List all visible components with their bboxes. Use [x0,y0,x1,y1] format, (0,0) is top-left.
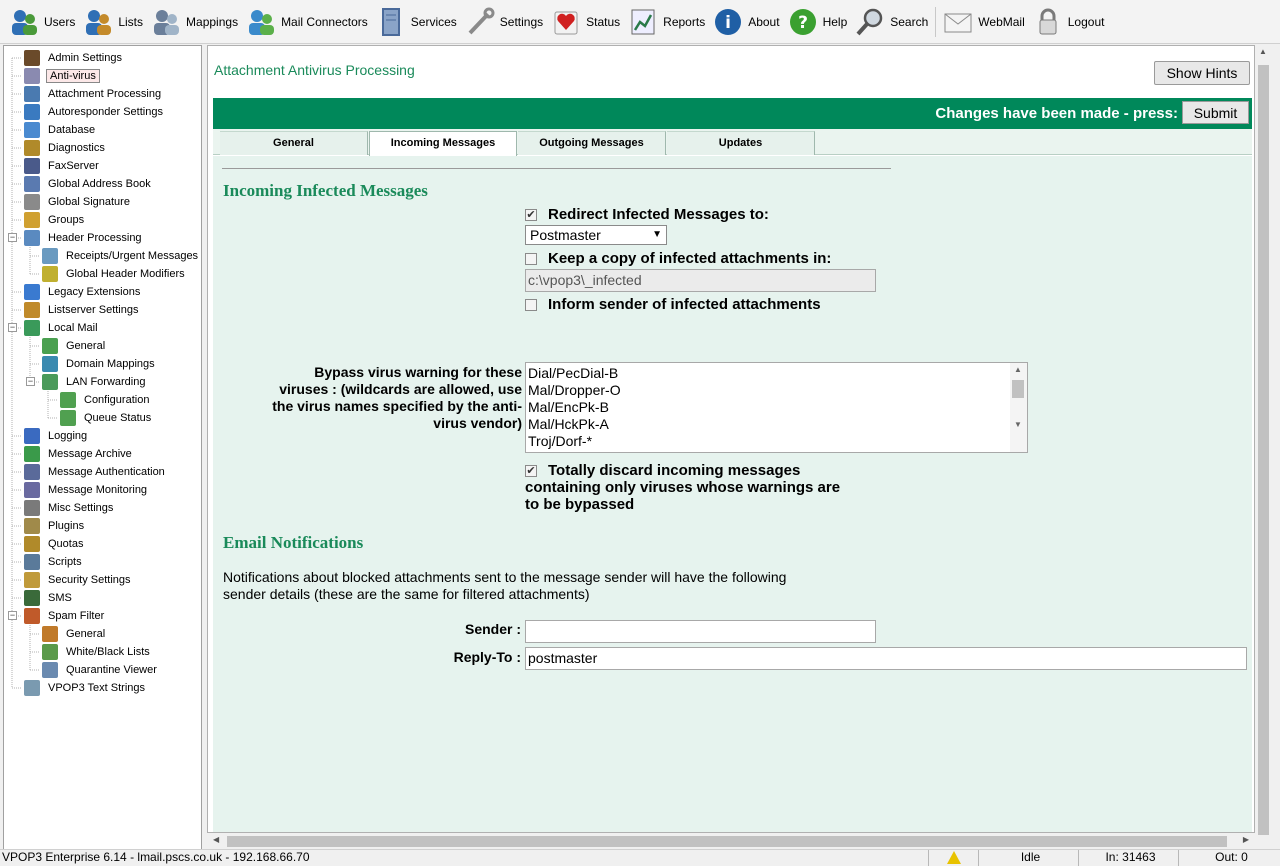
tree-item-label: Receipts/Urgent Messages [66,250,199,262]
toolbar-button-label: Users [44,14,76,29]
tree-item-label: Local Mail [48,322,98,334]
receipts-urgent-messages-icon [42,248,58,264]
discard-label-line: Totally discard incoming messages [548,462,801,479]
tree-item-groups[interactable] [24,211,86,229]
virus-list-item[interactable]: Troj/Dorf-* [528,433,593,449]
bypass-label [223,364,522,432]
toolbar-button-label: Mail Connectors [281,14,368,29]
tree-item-spam-filter[interactable] [24,607,106,625]
tree-item-plugins[interactable] [24,517,86,535]
list-scrollbar[interactable] [1010,363,1027,452]
tab-general[interactable]: General [220,131,368,155]
toolbar-webmail-button[interactable] [942,2,1024,42]
quotas-icon [24,536,40,552]
virus-list-item[interactable]: Mal/Dropper-O [528,382,621,398]
inform-row [525,296,821,313]
message-archive-icon [24,446,40,462]
tree-item-vpop3-text-strings[interactable] [24,679,147,697]
list-scroll-thumb[interactable] [1012,380,1024,398]
message-monitoring-icon [24,482,40,498]
tree-item-label: Configuration [84,394,150,406]
reports-icon [627,6,659,38]
tree-item-receipts-urgent-messages[interactable] [42,247,200,265]
tree-item-general[interactable] [42,625,107,643]
tab-incoming-messages[interactable]: Incoming Messages [369,131,517,156]
collapse-toggle-icon[interactable]: − [27,376,34,386]
global-header-modifiers-icon [42,266,58,282]
bypass-label-line: viruses : (wildcards are allowed, use [279,381,522,397]
toolbar-reports-button[interactable] [627,2,705,42]
toolbar-button-label: Logout [1067,14,1105,29]
toolbar-help-button[interactable] [787,2,848,42]
incoming-heading: Incoming Infected Messages [223,181,428,200]
anti-virus-icon [24,68,40,84]
toolbar-button-label: Status [586,14,621,29]
tree-item-label: Groups [48,214,85,226]
quarantine-viewer-icon [42,662,58,678]
logout-icon [1032,6,1064,38]
lists-icon [82,6,114,38]
status-bar [0,849,1280,865]
scroll-left-icon[interactable]: ◀ [213,835,220,844]
toolbar-status-button[interactable] [550,2,620,42]
horizontal-scroll-thumb[interactable] [227,836,1227,847]
toolbar-button-label: Mappings [186,14,239,29]
tree-item-label: Header Processing [48,232,142,244]
redirect-checkbox[interactable]: ✔ [526,208,536,221]
message-authentication-icon [24,464,40,480]
page-title: Attachment Antivirus Processing [214,62,415,78]
tree-item-header-processing[interactable] [24,229,144,247]
tab-updates[interactable]: Updates [667,131,815,155]
search-icon [854,6,886,38]
misc-settings-icon [24,500,40,516]
domain-mappings-icon [42,356,58,372]
main-vertical-scrollbar[interactable] [1255,45,1272,833]
tree-item-misc-settings[interactable] [24,499,115,517]
tree-item-label: Queue Status [84,412,152,424]
toolbar-button-label: Help [822,14,848,29]
keep-copy-label: Keep a copy of infected attachments in: [548,250,832,267]
global-signature-icon [24,194,40,210]
inform-label: Inform sender of infected attachments [548,296,821,313]
scroll-up-icon[interactable]: ▲ [1259,47,1267,56]
tree-item-label: Legacy Extensions [48,286,141,298]
tree-item-label: Global Address Book [48,178,151,190]
mappings-icon [150,6,182,38]
toolbar-logout-button[interactable] [1032,2,1105,42]
tree-item-label: Spam Filter [48,610,105,622]
tree-item-message-archive[interactable] [24,445,134,463]
tree-item-autoresponder-settings[interactable] [24,103,165,121]
tree-item-label: Domain Mappings [66,358,155,370]
discard-checkbox[interactable]: ✔ [526,465,536,477]
toolbar-mappings-button[interactable] [150,2,238,42]
toolbar-search-button[interactable] [854,2,928,42]
toolbar-mail-connectors-button[interactable] [245,2,368,42]
diagnostics-icon [24,140,40,156]
tree-item-global-address-book[interactable] [24,175,153,193]
toolbar-button-label: Reports [663,14,706,29]
virus-list-item[interactable]: Mal/HckPk-A [528,416,609,432]
tree-item-label: General [66,628,106,640]
tree-item-general[interactable] [42,337,107,355]
tree-item-label: Diagnostics [48,142,105,154]
submit-button[interactable]: Submit [1182,101,1249,124]
divider [222,168,891,169]
virus-list-item[interactable]: Mal/EncPk-B [528,399,609,415]
tree-item-label: VPOP3 Text Strings [48,682,146,694]
tab-outgoing-messages[interactable]: Outgoing Messages [518,131,666,155]
global-address-book-icon [24,176,40,192]
general-icon [42,338,58,354]
tree-item-configuration[interactable] [60,391,151,409]
discard-label-line: to be bypassed [525,496,635,513]
tree-item-scripts[interactable] [24,553,84,571]
tree-item-label: Message Archive [48,448,132,460]
discard-label-continued [525,479,840,513]
help-icon [787,6,819,38]
tree-item-label: Plugins [48,520,85,532]
mail-connectors-icon [245,6,277,38]
vertical-scroll-thumb[interactable] [1258,65,1269,835]
reply-to-label: Reply-To : [453,649,521,665]
tree-item-listserver-settings[interactable] [24,301,140,319]
tree-item-legacy-extensions[interactable] [24,283,142,301]
main-pane [207,45,1255,833]
toolbar-settings-button[interactable] [464,2,543,42]
tree-item-lan-forwarding[interactable] [42,373,147,391]
incoming-count: In: 31463 [1078,850,1178,866]
svg-text:?: ? [797,12,808,33]
tree-item-label: SMS [48,592,72,604]
tree-item-queue-status[interactable] [60,409,153,427]
toolbar-users-button[interactable] [8,2,75,42]
tree-item-quarantine-viewer[interactable] [42,661,159,679]
toolbar-button-label: About [748,14,780,29]
logging-icon [24,428,40,444]
users-icon [8,6,40,38]
tree-item-label: Autoresponder Settings [48,106,163,118]
faxserver-icon [24,158,40,174]
tree-item-label: Quarantine Viewer [66,664,157,676]
tree-item-local-mail[interactable] [24,319,100,337]
groups-icon [24,212,40,228]
reply-to-input[interactable]: postmaster [525,647,1247,670]
toolbar-button-label: Lists [118,14,144,29]
tree-item-message-monitoring[interactable] [24,481,149,499]
spam-filter-icon [24,608,40,624]
toolbar-separator [935,7,936,37]
discard-label [548,462,800,479]
tree-item-label: Global Signature [48,196,130,208]
tree-item-label: Scripts [48,556,82,568]
incoming-messages-panel [213,156,1252,833]
tree-item-faxserver[interactable] [24,157,101,175]
sender-input[interactable] [525,620,876,643]
tree-item-label: Quotas [48,538,84,550]
show-hints-button[interactable]: Show Hints [1154,61,1250,85]
legacy-extensions-icon [24,284,40,300]
tree-item-white-black-lists[interactable] [42,643,152,661]
tree-item-label: Message Authentication [48,466,165,478]
tree-item-label: Admin Settings [48,52,122,64]
lan-forwarding-icon [42,374,58,390]
tree-item-diagnostics[interactable] [24,139,107,157]
scripts-icon [24,554,40,570]
connection-state: Idle [978,850,1078,866]
collapse-toggle-icon[interactable]: − [9,610,16,620]
attachment-processing-icon [24,86,40,102]
main-horizontal-scrollbar[interactable] [207,833,1255,850]
server-info: VPOP3 Enterprise 6.14 - lmail.pscs.co.uk - 192.168.66.70 [2,850,310,864]
dropdown-arrow-icon: ▼ [652,229,662,240]
tree-item-label: Security Settings [48,574,131,586]
general-icon [42,626,58,642]
sender-label: Sender : [464,621,521,637]
configuration-icon [60,392,76,408]
tree-item-security-settings[interactable] [24,571,133,589]
scroll-down-icon[interactable]: ▼ [1014,420,1022,429]
toolbar-lists-button[interactable] [82,2,143,42]
bypass-virus-list[interactable] [525,362,1028,453]
tree-item-label: Database [48,124,96,136]
settings-icon [464,6,496,38]
toolbar-services-button[interactable] [375,2,457,42]
queue-status-icon [60,410,76,426]
tree-item-global-signature[interactable] [24,193,132,211]
tree-item-label: Logging [48,430,88,442]
tree-item-attachment-processing[interactable] [24,85,163,103]
tree-item-domain-mappings[interactable] [42,355,157,373]
tree-item-anti-virus[interactable] [24,67,100,85]
keep-copy-checkbox[interactable] [525,253,537,265]
tree-item-global-header-modifiers[interactable] [42,265,187,283]
about-icon [712,6,744,38]
sms-icon [24,590,40,606]
database-icon [24,122,40,138]
header-processing-icon [24,230,40,246]
toolbar-about-button[interactable] [712,2,779,42]
collapse-toggle-icon[interactable]: − [9,322,16,332]
changes-message: Changes have been made - press: [935,105,1178,122]
tree-item-label: General [66,340,106,352]
tree-item-quotas[interactable] [24,535,85,553]
tree-item-label: Global Header Modifiers [66,268,185,280]
toolbar-button-label: Services [410,14,457,29]
tree-item-label: LAN Forwarding [66,376,146,388]
redirect-label: Redirect Infected Messages to: [548,206,769,223]
tab-strip [213,129,1252,155]
main-toolbar [0,0,1280,44]
discard-row [525,462,800,479]
discard-label-line: containing only viruses whose warnings are [525,479,841,496]
notifications-description [223,569,786,603]
bypass-label-line: virus vendor) [433,415,522,431]
toolbar-button-label: WebMail [978,14,1025,29]
tree-item-message-authentication[interactable] [24,463,167,481]
status-icon [550,6,582,38]
plugins-icon [24,518,40,534]
description-line: Notifications about blocked attachments sent to the message sender will have the following [223,569,787,585]
security-settings-icon [24,572,40,588]
tree-item-admin-settings[interactable] [24,49,124,67]
tree-item-label: Message Monitoring [48,484,148,496]
redirect-row [525,206,769,223]
services-icon [375,6,407,38]
keep-copy-path-input[interactable]: c:\vpop3\_infected [525,269,876,292]
changes-bar [213,98,1252,129]
toolbar-button-label: Search [890,14,929,29]
description-line: sender details (these are the same for filtered attachments) [223,586,590,602]
collapse-toggle-icon[interactable]: − [9,232,16,242]
tree-item-label: Anti-virus [46,69,100,83]
redirect-target-value: Postmaster [530,227,601,243]
scroll-up-icon[interactable]: ▲ [1014,365,1022,374]
scroll-right-icon[interactable]: ▶ [1242,835,1249,844]
local-mail-icon [24,320,40,336]
redirect-target-select[interactable] [525,225,667,245]
navigation-tree[interactable] [3,45,202,851]
tree-item-label: Misc Settings [48,502,114,514]
tree-item-logging[interactable] [24,427,89,445]
bypass-label-line: the virus names specified by the anti- [272,398,522,414]
email-notifications-heading: Email Notifications [223,533,364,552]
virus-list-item[interactable]: Dial/PecDial-B [528,365,619,381]
toolbar-button-label: Settings [499,14,544,29]
warning-cell [928,850,978,866]
warning-icon [947,851,961,864]
tree-item-sms[interactable] [24,589,74,607]
inform-sender-checkbox[interactable] [525,299,537,311]
listserver-settings-icon [24,302,40,318]
outgoing-count: Out: 0 [1178,850,1280,866]
tree-item-database[interactable] [24,121,97,139]
white-black-lists-icon [42,644,58,660]
tree-item-label: White/Black Lists [66,646,150,658]
bypass-label-line: Bypass virus warning for these [314,364,522,380]
webmail-icon [942,6,974,38]
keep-copy-row [525,250,831,267]
tree-item-label: Attachment Processing [48,88,162,100]
vpop3-text-strings-icon [24,680,40,696]
admin-settings-icon [24,50,40,66]
svg-text:i: i [725,12,732,33]
tree-item-label: Listserver Settings [48,304,139,316]
autoresponder-settings-icon [24,104,40,120]
tree-item-label: FaxServer [48,160,99,172]
